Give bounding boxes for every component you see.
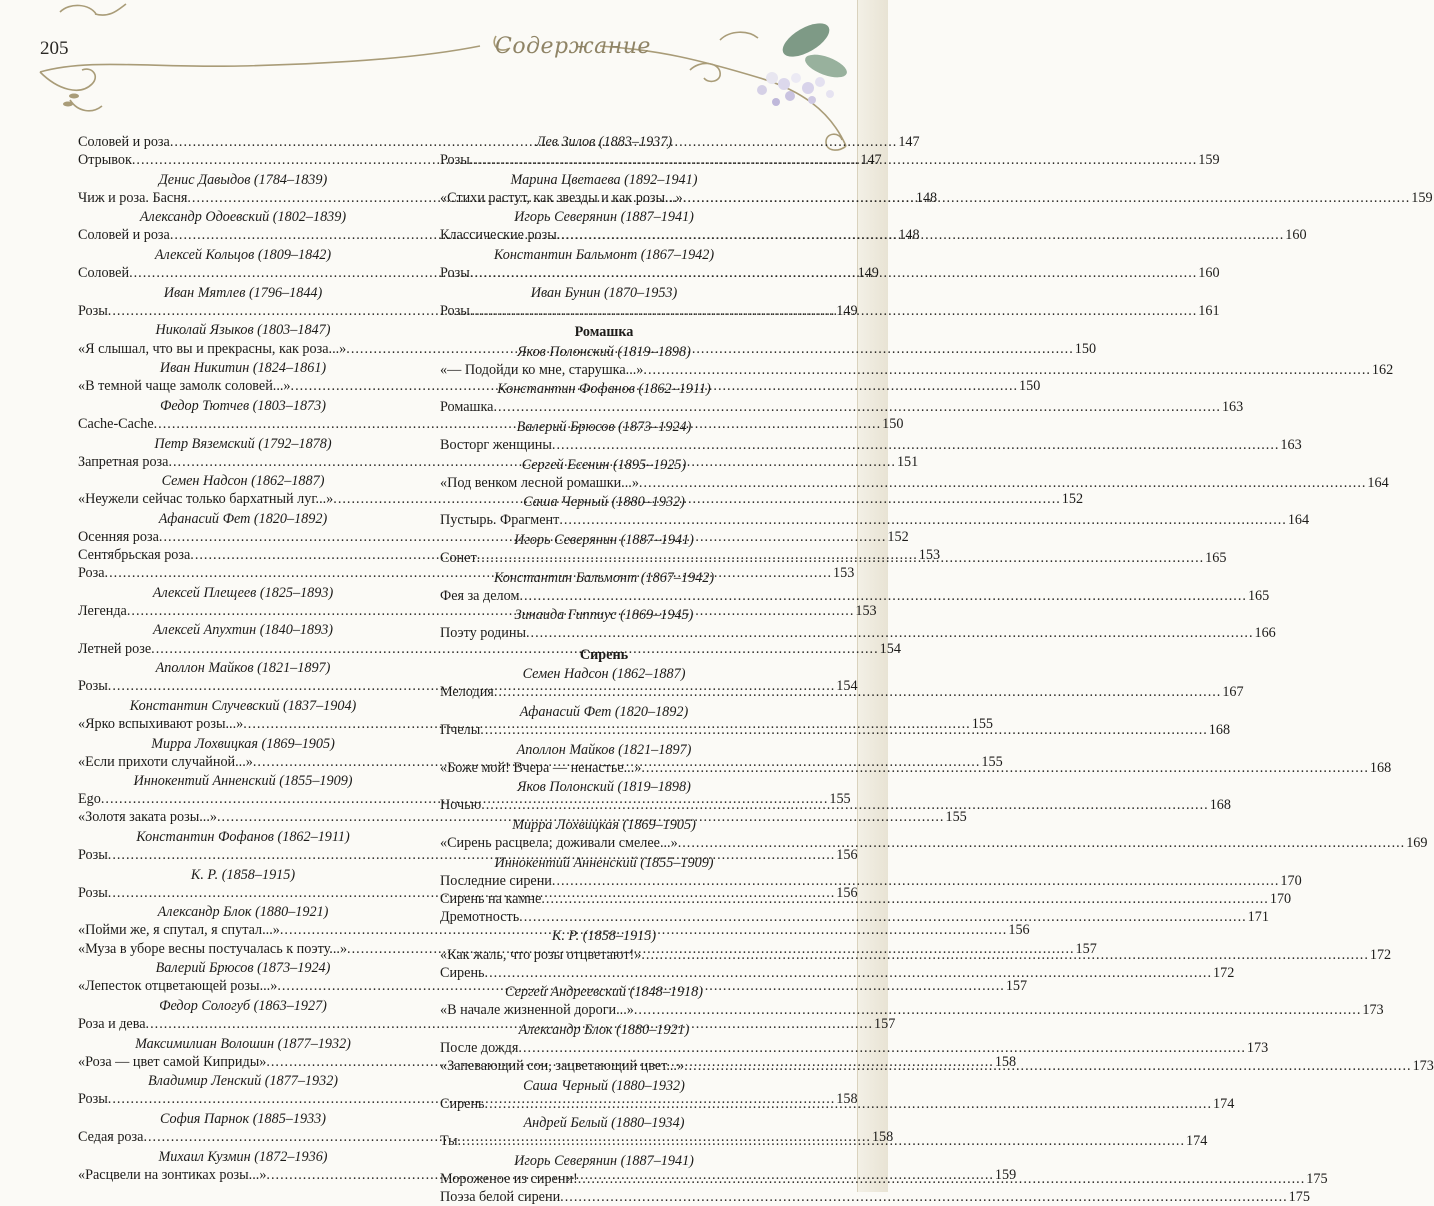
toc-entry-title: «Если прихоти случайной...» [78,753,253,770]
toc-entry[interactable] [440,872,1302,890]
toc-entry-title: Сирень [440,1095,485,1112]
toc-entry-page: 168 [1208,721,1231,738]
toc-entry-title: Ego [78,791,101,808]
toc-author: Константин Фофанов (1862–1911) [136,828,350,845]
toc-entry-title: Ночью [440,797,482,814]
toc-entry-page: 173 [1362,1002,1384,1019]
toc-author: Иннокентий Анненский (1855–1909) [133,773,353,790]
toc-entry-title: «Пойми же, я спутал, я спутал...» [78,922,280,939]
toc-author: Саша Черный (1880–1932) [523,1077,685,1094]
dot-leader [678,834,1406,852]
dot-leader [578,1170,1306,1188]
toc-entry-page: 172 [1369,946,1392,963]
toc-entry-page: 163 [1221,399,1244,416]
toc-entry-title: Мороженое из сирени! [440,1171,578,1188]
toc-entry-title: Соловей и роза [78,227,170,244]
toc-entry-page: 158 [836,1091,858,1108]
toc-author: Яков Полонский (1819–1898) [517,779,691,796]
toc-author: Зинаида Гиппиус (1869–1945) [514,607,694,624]
toc-entry-title: Мелодия [440,684,494,701]
toc-entry-page: 148 [898,227,920,244]
toc-entry[interactable] [440,587,1270,605]
toc-author: К. Р. (1858–1915) [551,928,657,945]
toc-section-heading: Сирень [579,646,629,663]
toc-author: Мирра Лохвицкая (1869–1905) [151,735,335,752]
toc-entry-page: 166 [1254,625,1276,642]
toc-entry-title: Фея за делом [440,587,520,604]
toc-author: Игорь Северянин (1887–1941) [514,1153,694,1170]
toc-author: Валерий Брюсов (1873–1924) [155,960,331,977]
toc-entry-title: Дремотность [440,908,520,925]
toc-entry-title: Розы [440,152,470,169]
toc-entry-page: 156 [836,847,858,864]
toc-author: Денис Давыдов (1784–1839) [158,171,328,188]
toc-entry-page: 153 [918,547,941,564]
dot-leader [470,264,1198,282]
toc-entry-title: «Расцвели на зонтиках розы...» [78,1166,267,1183]
toc-entry-page: 175 [1288,1189,1310,1206]
toc-entry-page: 155 [945,809,967,826]
dot-leader [683,189,1411,207]
toc-entry-title: «Ярко вспыхивают розы...» [78,715,244,732]
toc-author: Лев Зилов (1883–1937) [535,134,673,150]
toc-entry-page: 159 [1198,152,1220,169]
toc-entry-title: Розы [78,1091,108,1108]
toc-entry-title: «В темной чаще замолк соловей...» [78,378,291,395]
toc-entry-title: Сирень на камне [440,890,542,907]
toc-author: Александр Блок (1880–1921) [518,1021,690,1038]
toc-entry-title: Розы [78,847,108,864]
toc-entry-page: 171 [1247,908,1269,925]
toc-author: Аполлон Майков (1821–1897) [155,660,331,677]
toc-entry[interactable] [440,398,1244,416]
dot-leader [639,474,1367,492]
lilac-branch-decoration [757,17,850,106]
toc-entry-title: Розы [78,678,108,695]
toc-entry-page: 155 [829,791,851,808]
toc-author: София Парнок (1885–1933) [159,1110,326,1127]
toc-entry-page: 165 [1247,587,1270,604]
toc-entry-page: 164 [1287,512,1310,529]
dot-leader [470,302,1198,320]
toc-author: Иннокентий Анненский (1855–1909) [494,854,714,871]
dot-leader [458,1132,1186,1150]
toc-entry-page: 152 [887,528,909,545]
toc-entry-title: Легенда [78,602,127,619]
dot-leader [519,908,1247,926]
toc-author: Алексей Плещеев (1825–1893) [152,584,334,601]
toc-author: Мирра Лохвицкая (1869–1905) [512,816,696,833]
toc-entry-title: «Муза в уборе весны постучалась к поэту...» [78,940,348,957]
dot-leader [541,890,1269,908]
dot-leader [557,226,1285,244]
dot-leader [552,872,1280,890]
toc-entry-page: 161 [1198,302,1220,319]
toc-author: Аполлон Майков (1821–1897) [516,741,692,758]
toc-entry-title: «Стихи растут, как звезды и как розы...» [440,189,683,206]
toc-section-heading: Ромашка [574,323,634,340]
toc-entry-title: «Золотя заката розы...» [78,809,217,826]
toc-author: Александр Одоевский (1802–1839) [139,209,347,226]
toc-entry[interactable] [440,361,1394,379]
dot-leader [485,964,1213,982]
dot-leader [477,549,1205,567]
dot-leader [684,1057,1412,1075]
toc-entry-title: Восторг женщины [440,437,552,453]
toc-entry-title: Пчелы [440,721,481,738]
dot-leader [526,624,1254,642]
toc-author: Алексей Апухтин (1840–1893) [152,622,334,639]
toc-entry-title: Ты [440,1133,458,1150]
toc-author: Андрей Белый (1880–1934) [523,1115,685,1132]
toc-author: Константин Бальмонт (1867–1942) [493,247,715,264]
toc-entry-title: Cache-Cache [78,415,154,432]
toc-entry-title: Роза и дева [78,1015,146,1032]
toc-entry-page: 162 [1371,361,1394,378]
dot-leader [494,683,1222,701]
toc-entry-title: Сентябрьская роза [78,547,191,564]
toc-entry-page: 156 [1008,922,1030,939]
toc-entry-page: 173 [1412,1058,1434,1075]
toc-author: Сергей Есенин (1895–1925) [521,456,687,473]
dot-leader [493,398,1221,416]
toc-entry-page: 170 [1269,890,1292,907]
toc-entry-page: 167 [1222,684,1244,701]
toc-entry-page: 153 [833,565,855,582]
page-number: 205 [40,38,69,59]
toc-entry-title: Ромашка [440,399,494,416]
toc-entry-title: Роза [78,565,105,582]
toc-author: Федор Сологуб (1863–1927) [159,997,327,1014]
toc-author: Николай Языков (1803–1847) [155,322,331,339]
toc-entry-page: 147 [860,152,882,169]
toc-entry-page: 157 [1005,978,1028,995]
toc-entry-title: Седая роза [78,1128,144,1145]
toc-author: Игорь Северянин (1887–1941) [514,531,694,548]
toc-entry-page: 147 [898,134,920,150]
toc-entry-title: «Сирень расцвела; доживали смелее...» [440,834,678,851]
toc-author: Сергей Андреевский (1848–1918) [505,984,703,1001]
toc-entry[interactable] [440,1188,1310,1206]
toc-author: Петр Вяземский (1792–1878) [154,435,332,452]
toc-entry-title: «Как жаль, что розы отцветают!» [440,946,642,963]
toc-entry-page: 159 [994,1166,1017,1183]
toc-author: Владимир Ленский (1877–1932) [147,1073,339,1090]
toc-entry-page: 172 [1213,964,1235,981]
toc-entry-title: «Боже мой! Вчера — ненастье...» [440,759,642,776]
toc-entry-title: Поэза белой сирени [440,1189,561,1206]
toc-entry-title: Запретная роза [78,453,169,470]
toc-entry-page: 150 [882,415,904,432]
dot-leader [643,361,1371,379]
toc-entry[interactable] [78,302,858,320]
toc-entry-title: Летней розе [78,640,152,657]
dot-leader [641,759,1369,777]
toc-entry-page: 153 [855,602,877,619]
toc-author: К. Р. (1858–1915) [190,866,296,883]
toc-entry-title: Последние сирени [440,872,552,889]
toc-author: Алексей Кольцов (1809–1842) [154,247,332,264]
toc-author: Иван Бунин (1870–1953) [530,284,678,301]
toc-entry[interactable] [440,908,1269,926]
toc-entry-title: Розы [78,884,108,901]
toc-entry-page: 160 [1285,227,1307,244]
toc-entry-page: 158 [994,1053,1017,1070]
toc-entry-title: Розы [440,302,470,319]
toc-entry-page: 163 [1280,437,1302,453]
toc-entry[interactable] [440,474,1389,492]
section-title: Содержание [495,34,651,59]
toc-entry-title: Соловей [78,265,130,282]
toc-author: Иван Мятлев (1796–1844) [163,284,323,301]
dot-leader [519,587,1247,605]
toc-entry[interactable] [440,436,1302,454]
toc-entry[interactable] [440,1039,1269,1057]
toc-author: Афанасий Фет (1820–1892) [158,510,328,527]
flourish-ornament-left [40,4,480,111]
toc-entry-page: 168 [1369,759,1392,776]
toc-entry-page: 157 [874,1015,896,1032]
toc-entry-title: Сирень [440,964,485,981]
toc-entry-title: Пустырь. Фрагмент [440,512,560,529]
dot-leader [485,1095,1213,1113]
toc-author: Марина Цветаева (1892–1941) [510,171,698,188]
toc-entry-title: Осенняя роза [78,528,159,545]
toc-author: Афанасий Фет (1820–1892) [519,703,689,720]
toc-entry-page: 165 [1205,550,1227,567]
toc-entry[interactable] [440,511,1310,529]
toc-entry-title: «Лепесток отцветающей розы...» [78,978,278,995]
toc-author: Константин Фофанов (1862–1911) [497,381,711,398]
toc-entry-page: 174 [1186,1133,1208,1150]
toc-entry-page: 154 [836,678,858,695]
toc-entry-page: 174 [1213,1095,1235,1112]
toc-entry-page: 150 [1074,340,1097,357]
toc-entry-title: «— Подойди ко мне, старушка...» [440,361,644,378]
toc-entry-title: Чиж и роза. Басня [78,189,188,206]
toc-author: Саша Черный (1880–1932) [523,494,685,511]
toc-entry-page: 151 [896,453,919,470]
toc-author: Максимилиан Волошин (1877–1932) [135,1035,351,1052]
dot-leader [470,151,1198,169]
toc-entry-page: 173 [1246,1040,1269,1056]
toc-author: Федор Тютчев (1803–1873) [160,397,326,414]
toc-entry-title: Сонет [440,550,477,567]
dot-leader [641,946,1369,964]
toc-entry-page: 169 [1406,834,1428,851]
toc-entry-page: 148 [915,189,938,206]
toc-entry-title: Соловей и роза [78,134,170,150]
toc-entry-page: 156 [836,884,858,901]
toc-author: Михаил Кузмин (1872–1936) [158,1148,328,1165]
toc-entry-page: 164 [1367,474,1389,491]
toc-entry-page: 155 [971,715,993,732]
toc-entry-page: 149 [857,265,879,282]
toc-entry-title: «В начале жизненной дороги...» [440,1002,634,1019]
toc-author: Александр Блок (1880–1921) [157,904,329,921]
toc-entry[interactable] [440,964,1235,982]
toc-entry-page: 155 [981,753,1003,770]
toc-author: Игорь Северянин (1887–1941) [514,209,694,226]
toc-entry-title: «Под венком лесной ромашки...» [440,474,639,491]
toc-entry-page: 150 [1019,378,1041,395]
toc-entry-title: «Запевающий сон, зацветающий цвет...» [440,1058,685,1075]
toc-entry-page: 160 [1198,265,1220,282]
dot-leader [518,1039,1246,1057]
toc-author: Яков Полонский (1819–1898) [517,343,691,360]
dot-leader [559,511,1287,529]
toc-entry-page: 158 [871,1128,894,1145]
toc-entry-page: 170 [1280,872,1302,889]
toc-author: Валерий Брюсов (1873–1924) [516,418,692,435]
toc-entry-page: 152 [1061,491,1084,508]
toc-entry[interactable] [440,624,1276,642]
toc-entry[interactable] [440,834,1428,852]
toc-author: Константин Бальмонт (1867–1942) [493,569,715,586]
toc-entry-title: «Роза — цвет самой Киприды» [78,1053,267,1070]
toc-entry-title: Поэту родины [440,625,526,642]
toc-entry-title: Розы [440,265,470,282]
toc-author: Константин Случевский (1837–1904) [129,697,357,714]
toc-author: Семен Надсон (1862–1887) [161,473,325,490]
toc-entry-page: 157 [1075,940,1097,957]
dot-leader [634,1001,1362,1019]
toc-entry-title: Розы [78,302,108,319]
toc-author: Семен Надсон (1862–1887) [522,666,686,683]
toc-entry-title: Отрывок [78,152,132,169]
toc-entry-title: После дождя [440,1040,519,1056]
toc-author: Иван Никитин (1824–1861) [159,360,327,377]
dot-leader [480,721,1208,739]
toc-entry-page: 154 [879,640,901,657]
toc-entry-title: Классические розы [440,227,557,244]
dot-leader [552,436,1280,454]
toc-entry[interactable] [440,1001,1384,1019]
dot-leader [481,796,1209,814]
dot-leader [560,1188,1288,1206]
toc-entry-page: 168 [1209,797,1231,814]
toc-entry-page: 149 [836,302,858,319]
toc-entry-title: «Неужели сейчас только бархатный луг...» [78,491,334,508]
toc-entry-page: 175 [1306,1171,1328,1188]
toc-entry-page: 159 [1411,189,1433,206]
toc-entry-title: «Я слышал, что вы и прекрасны, как роза...» [78,340,347,357]
